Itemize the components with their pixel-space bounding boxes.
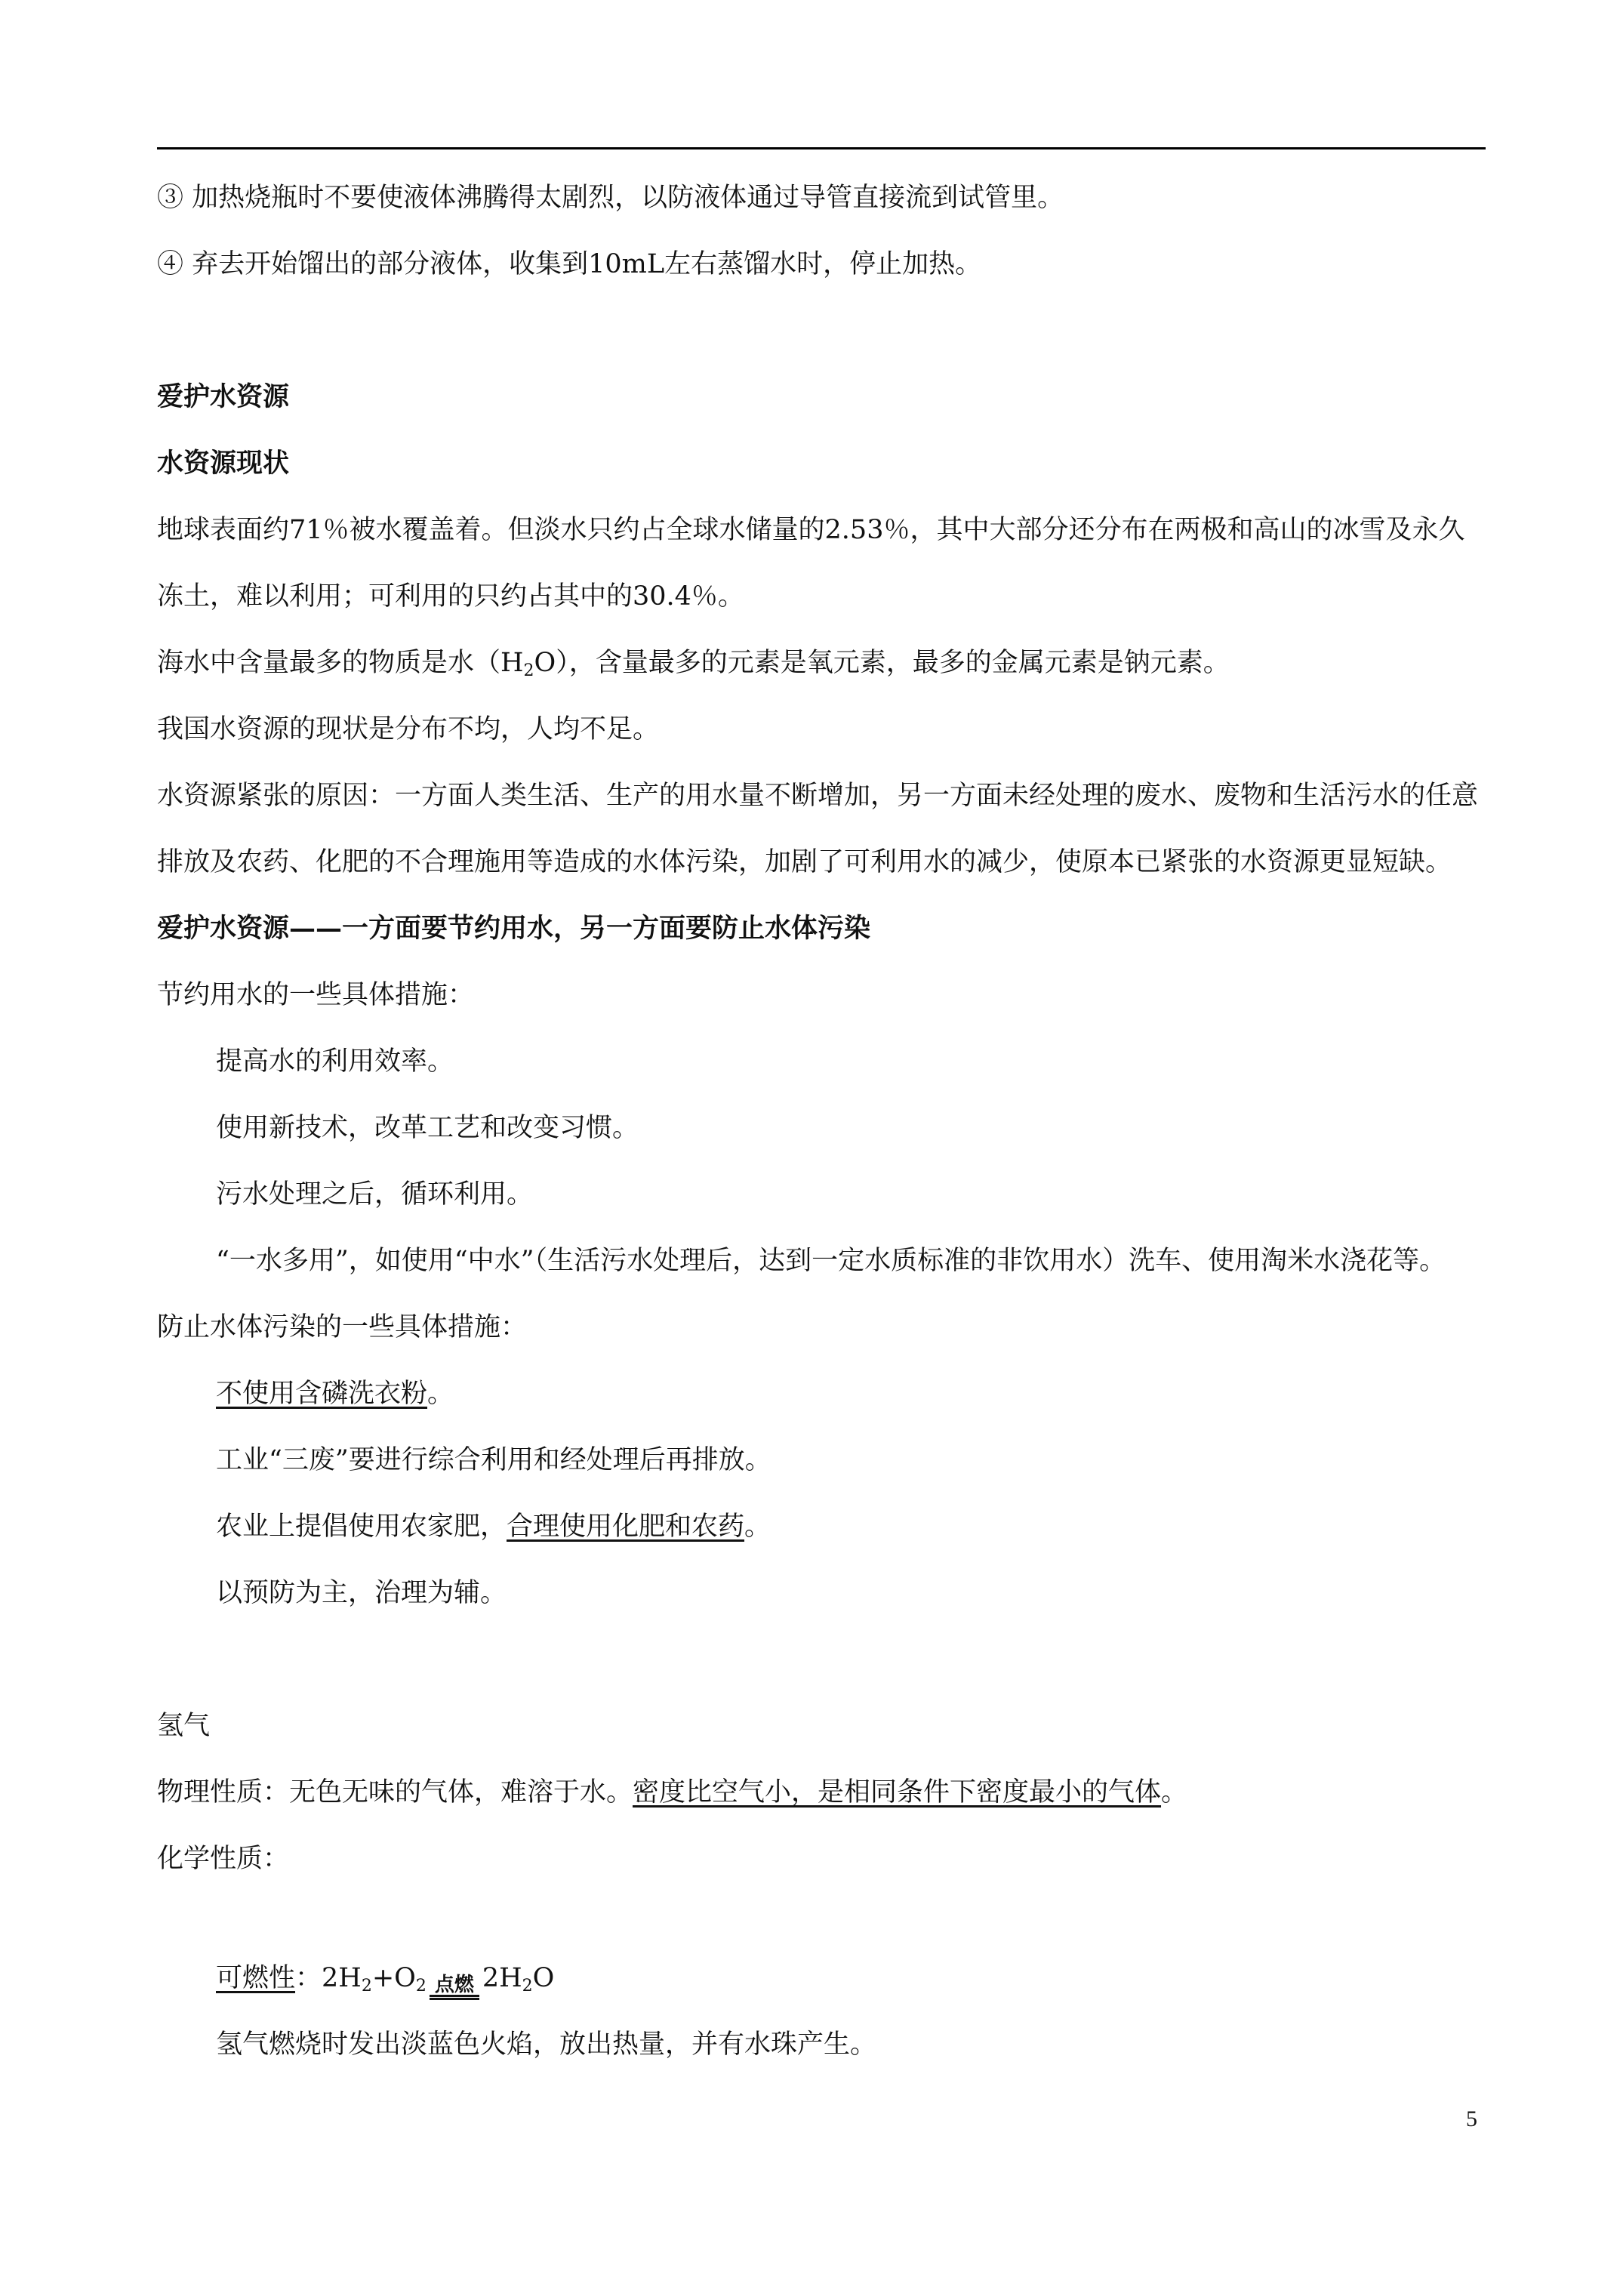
- save-item: 污水处理之后，循环利用。: [216, 1179, 534, 1210]
- hydrogen-flame-text: 氢气燃烧时发出淡蓝色火焰，放出热量，并有水珠产生。: [216, 2029, 877, 2060]
- equation-reactant-h: 2H: [322, 1963, 362, 1993]
- equation-product: 2H: [482, 1963, 522, 1993]
- physical-text: 物理性质：无色无味的气体，难溶于水。: [157, 1777, 633, 1808]
- paragraph-water-coverage: 地球表面约71％被水覆盖着。但淡水只约占全球水储量的2.53％，其中大部分还分布在两极和高山的冰雪及永久冻土，难以利用；可利用的只约占其中的30.4％。: [157, 515, 1465, 612]
- hydrogen-chemical-properties: 化学性质：: [157, 1844, 290, 1874]
- page-content: [157, 165, 1486, 2078]
- combustion-colon: ：: [295, 1963, 322, 1993]
- seawater-h2-sub: 2: [523, 661, 534, 680]
- save-item: “一水多用”，如使用“中水”（生活污水处理后，达到一定水质标准的非饮用水）洗车、使用淘米水浇花等。: [216, 1246, 1446, 1276]
- seawater-text-b: O），含量最多的元素是氧元素，最多的金属元素是钠元素。: [534, 648, 1230, 678]
- prevent-item: [157, 1493, 1486, 1560]
- equals-sign: [430, 1995, 479, 2000]
- physical-end: 。: [1161, 1777, 1188, 1808]
- prevent-item-end: 。: [427, 1379, 454, 1409]
- prevent-item: 以预防为主，治理为辅。: [216, 1578, 507, 1608]
- page-number: 5: [1466, 2106, 1477, 2131]
- prevent-item-underlined: 合理使用化肥和农药: [507, 1512, 745, 1542]
- section-heading-hydrogen: 氢气: [157, 1711, 211, 1741]
- save-water-intro: 节约用水的一些具体措施：: [157, 980, 475, 1010]
- condition-label: 点燃: [434, 1974, 474, 1996]
- prevent-item-text: 农业上提倡使用农家肥，: [216, 1512, 507, 1542]
- equation-reactant-o: +O: [371, 1963, 416, 1993]
- paragraph-china-water: 我国水资源的现状是分布不均，人均不足。: [157, 714, 660, 744]
- equation-product-end: O: [532, 1963, 555, 1993]
- save-item: 使用新技术，改革工艺和改变习惯。: [216, 1113, 639, 1143]
- step-3-text: ③ 加热烧瓶时不要使液体沸腾得太剧烈，以防液体通过导管直接流到试管里。: [157, 183, 1064, 213]
- physical-underlined: 密度比空气小，是相同条件下密度最小的气体: [633, 1777, 1162, 1808]
- equation-sub: 2: [415, 1977, 427, 1996]
- section-heading-water: 爱护水资源: [157, 381, 290, 412]
- save-item: 提高水的利用效率。: [216, 1046, 454, 1077]
- seawater-text-a: 海水中含量最多的物质是水（H: [157, 648, 524, 678]
- equation-sub: 2: [522, 1977, 533, 1996]
- equation-sub: 2: [361, 1977, 372, 1996]
- combustion-label: 可燃性: [216, 1963, 296, 1993]
- prevent-item: [157, 1361, 1486, 1427]
- prevent-item: 工业“三废”要进行综合利用和经处理后再排放。: [216, 1445, 771, 1475]
- step-4-text: ④ 弃去开始馏出的部分液体，收集到10mL左右蒸馏水时，停止加热。: [157, 249, 982, 279]
- subheading-water-status: 水资源现状: [157, 448, 290, 479]
- header-rule: [157, 147, 1486, 149]
- paragraph-shortage-reasons: 水资源紧张的原因：一方面人类生活、生产的用水量不断增加，另一方面未经处理的废水、废物和生活污水的任意排放及农药、化肥的不合理施用等造成的水体污染，加剧了可利用水的减少，使原本已紧张的水资源更显短缺。: [157, 781, 1479, 877]
- subheading-protect-water: 爱护水资源——一方面要节约用水，另一方面要防止水体污染: [157, 913, 871, 944]
- combustion-equation-line: [157, 1945, 1486, 2011]
- hydrogen-physical-properties: [157, 1759, 1486, 1826]
- prevent-item-end: 。: [744, 1512, 771, 1542]
- prevent-item-underlined: 不使用含磷洗衣粉: [216, 1379, 428, 1409]
- reaction-condition: [430, 1975, 479, 2000]
- paragraph-seawater: [157, 630, 1486, 696]
- prevent-pollution-intro: 防止水体污染的一些具体措施：: [157, 1312, 528, 1342]
